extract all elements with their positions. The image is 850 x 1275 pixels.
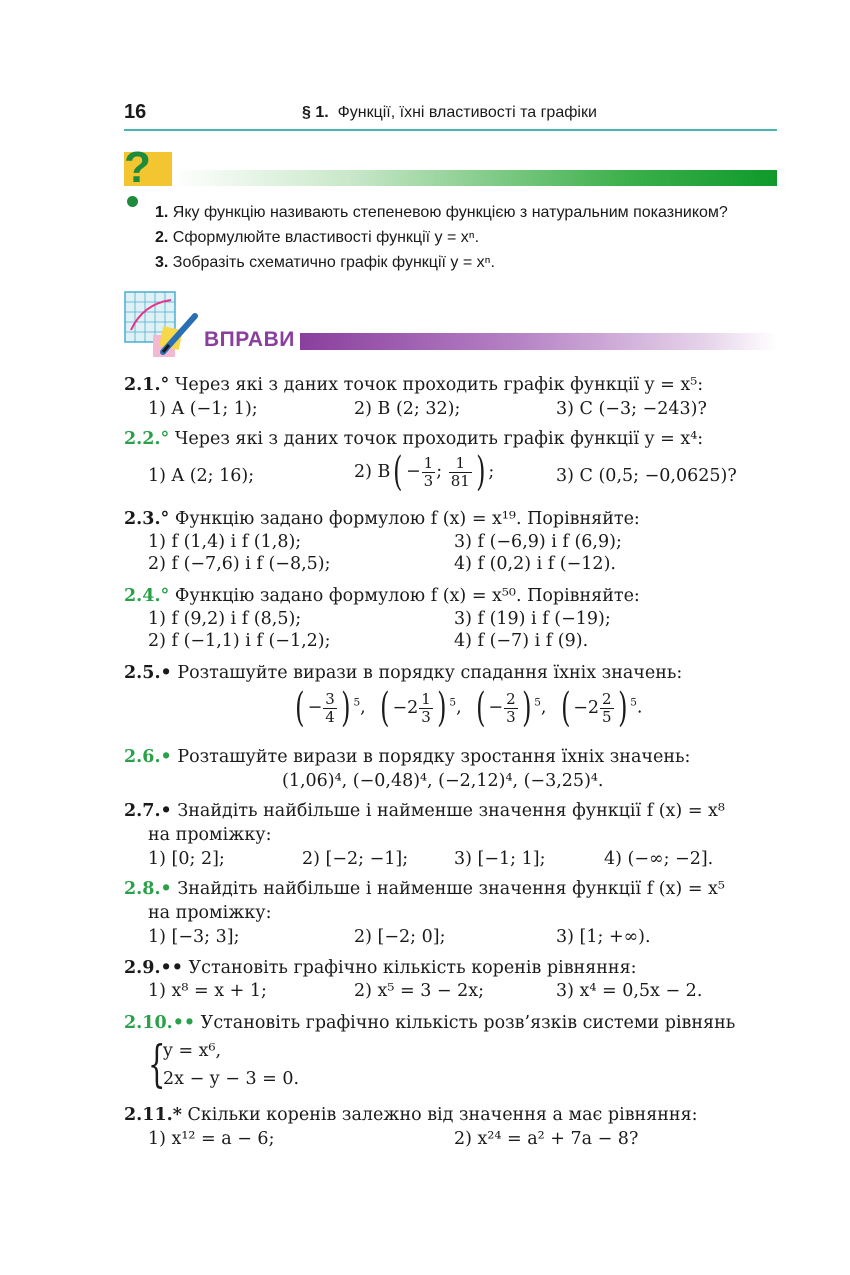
exercise-2-11: 2.11.* Скільки коренів залежно від значення a має рівняння:	[124, 1105, 698, 1125]
exercise-2-8-options: 1) [−3; 3]; 2) [−2; 0]; 3) [1; +∞).	[148, 927, 651, 947]
exercise-2-5: 2.5.• Розташуйте вирази в порядку спадання їхніх значень:	[124, 663, 683, 683]
question-mark-icon: ?	[124, 143, 151, 192]
question-dot-icon	[127, 196, 138, 207]
exercise-2-10-eq1: y = x⁶,	[163, 1041, 222, 1061]
exercise-2-7: 2.7.• Знайдіть найбільше і найменше значення функції f (x) = x⁸	[124, 801, 725, 821]
exercise-2-4: 2.4.° Функцію задано формулою f (x) = x⁵⁰. Порівняйте:	[124, 586, 640, 606]
exercises-bar	[300, 333, 777, 350]
exercise-2-10: 2.10.•• Установіть графічно кількість розв’язків системи рівнянь	[124, 1013, 736, 1033]
exercise-2-10-eq2: 2x − y − 3 = 0.	[163, 1069, 300, 1089]
question-1: 1. Яку функцію називають степеневою функцією з натуральним показником?	[155, 204, 728, 221]
exercise-2-3-options: 1) f (1,4) і f (1,8); 3) f (−6,9) і f (6,9); 2) f (−7,6) і f (−8,5); 4) f (0,2) і f (−12).	[148, 532, 622, 574]
exercise-2-8-text2: на проміжку:	[148, 903, 272, 923]
exercise-2-1-options: 1) A (−1; 1); 2) B (2; 32); 3) C (−3; −243)?	[148, 399, 707, 419]
running-head	[302, 104, 597, 122]
graph-pencil-icon	[123, 290, 203, 360]
exercise-2-1: 2.1.° Через які з даних точок проходить графік функції y = x⁵:	[124, 375, 704, 395]
exercise-2-5-expressions: ( − $\frac{3}{4}$ ) $^5$, ( −2 $\frac{1}{3}$ ) $^5$, ( − $\frac{2}{3}$ ) $^5$, ( −2 $\frac{2}{5}$ ) $^5$.	[295, 685, 643, 731]
question-3: 3. Зобразіть схематично графік функції y = xⁿ.	[155, 254, 495, 271]
exercise-2-8: 2.8.• Знайдіть найбільше і найменше значення функції f (x) = x⁵	[124, 879, 725, 899]
section-number: § 1.	[302, 104, 329, 121]
exercise-2-6-expressions: (1,06)⁴, (−0,48)⁴, (−2,12)⁴, (−3,25)⁴.	[282, 771, 604, 791]
exercise-2-7-options: 1) [0; 2]; 2) [−2; −1]; 3) [−1; 1]; 4) (−∞; −2].	[148, 849, 714, 869]
exercises-title: ВПРАВИ	[204, 328, 295, 351]
header-rule	[124, 129, 777, 131]
questions-bar	[172, 170, 777, 186]
section-title: Функції, їхні властивості та графіки	[337, 104, 597, 121]
system-brace: {	[148, 1035, 166, 1093]
exercise-2-3: 2.3.° Функцію задано формулою f (x) = x¹⁹. Порівняйте:	[124, 509, 640, 529]
exercise-2-7-text2: на проміжку:	[148, 825, 272, 845]
exercise-2-11-options: 1) x¹² = a − 6; 2) x²⁴ = a² + 7a − 8?	[148, 1129, 639, 1149]
exercise-2-6: 2.6.• Розташуйте вирази в порядку зростання їхніх значень:	[124, 747, 691, 767]
page-number: 16	[124, 101, 147, 123]
exercise-2-2-options: 1) A (2; 16); 2) B( − $\frac{1}{3}$ ; $\frac{1}{81}$ ) ; 3) C (0,5; −0,0625)?	[148, 449, 737, 495]
exercise-2-4-options: 1) f (9,2) і f (8,5); 3) f (19) і f (−19); 2) f (−1,1) і f (−1,2); 4) f (−7) і f (9).	[148, 609, 611, 651]
question-2: 2. Сформулюйте властивості функції y = xⁿ.	[155, 229, 480, 246]
exercise-2-2: 2.2.° Через які з даних точок проходить графік функції y = x⁴:	[124, 429, 704, 449]
exercise-2-9-options: 1) x⁸ = x + 1; 2) x⁵ = 3 − 2x; 3) x⁴ = 0,5x − 2.	[148, 981, 703, 1001]
exercise-2-9: 2.9.•• Установіть графічно кількість коренів рівняння:	[124, 958, 637, 978]
